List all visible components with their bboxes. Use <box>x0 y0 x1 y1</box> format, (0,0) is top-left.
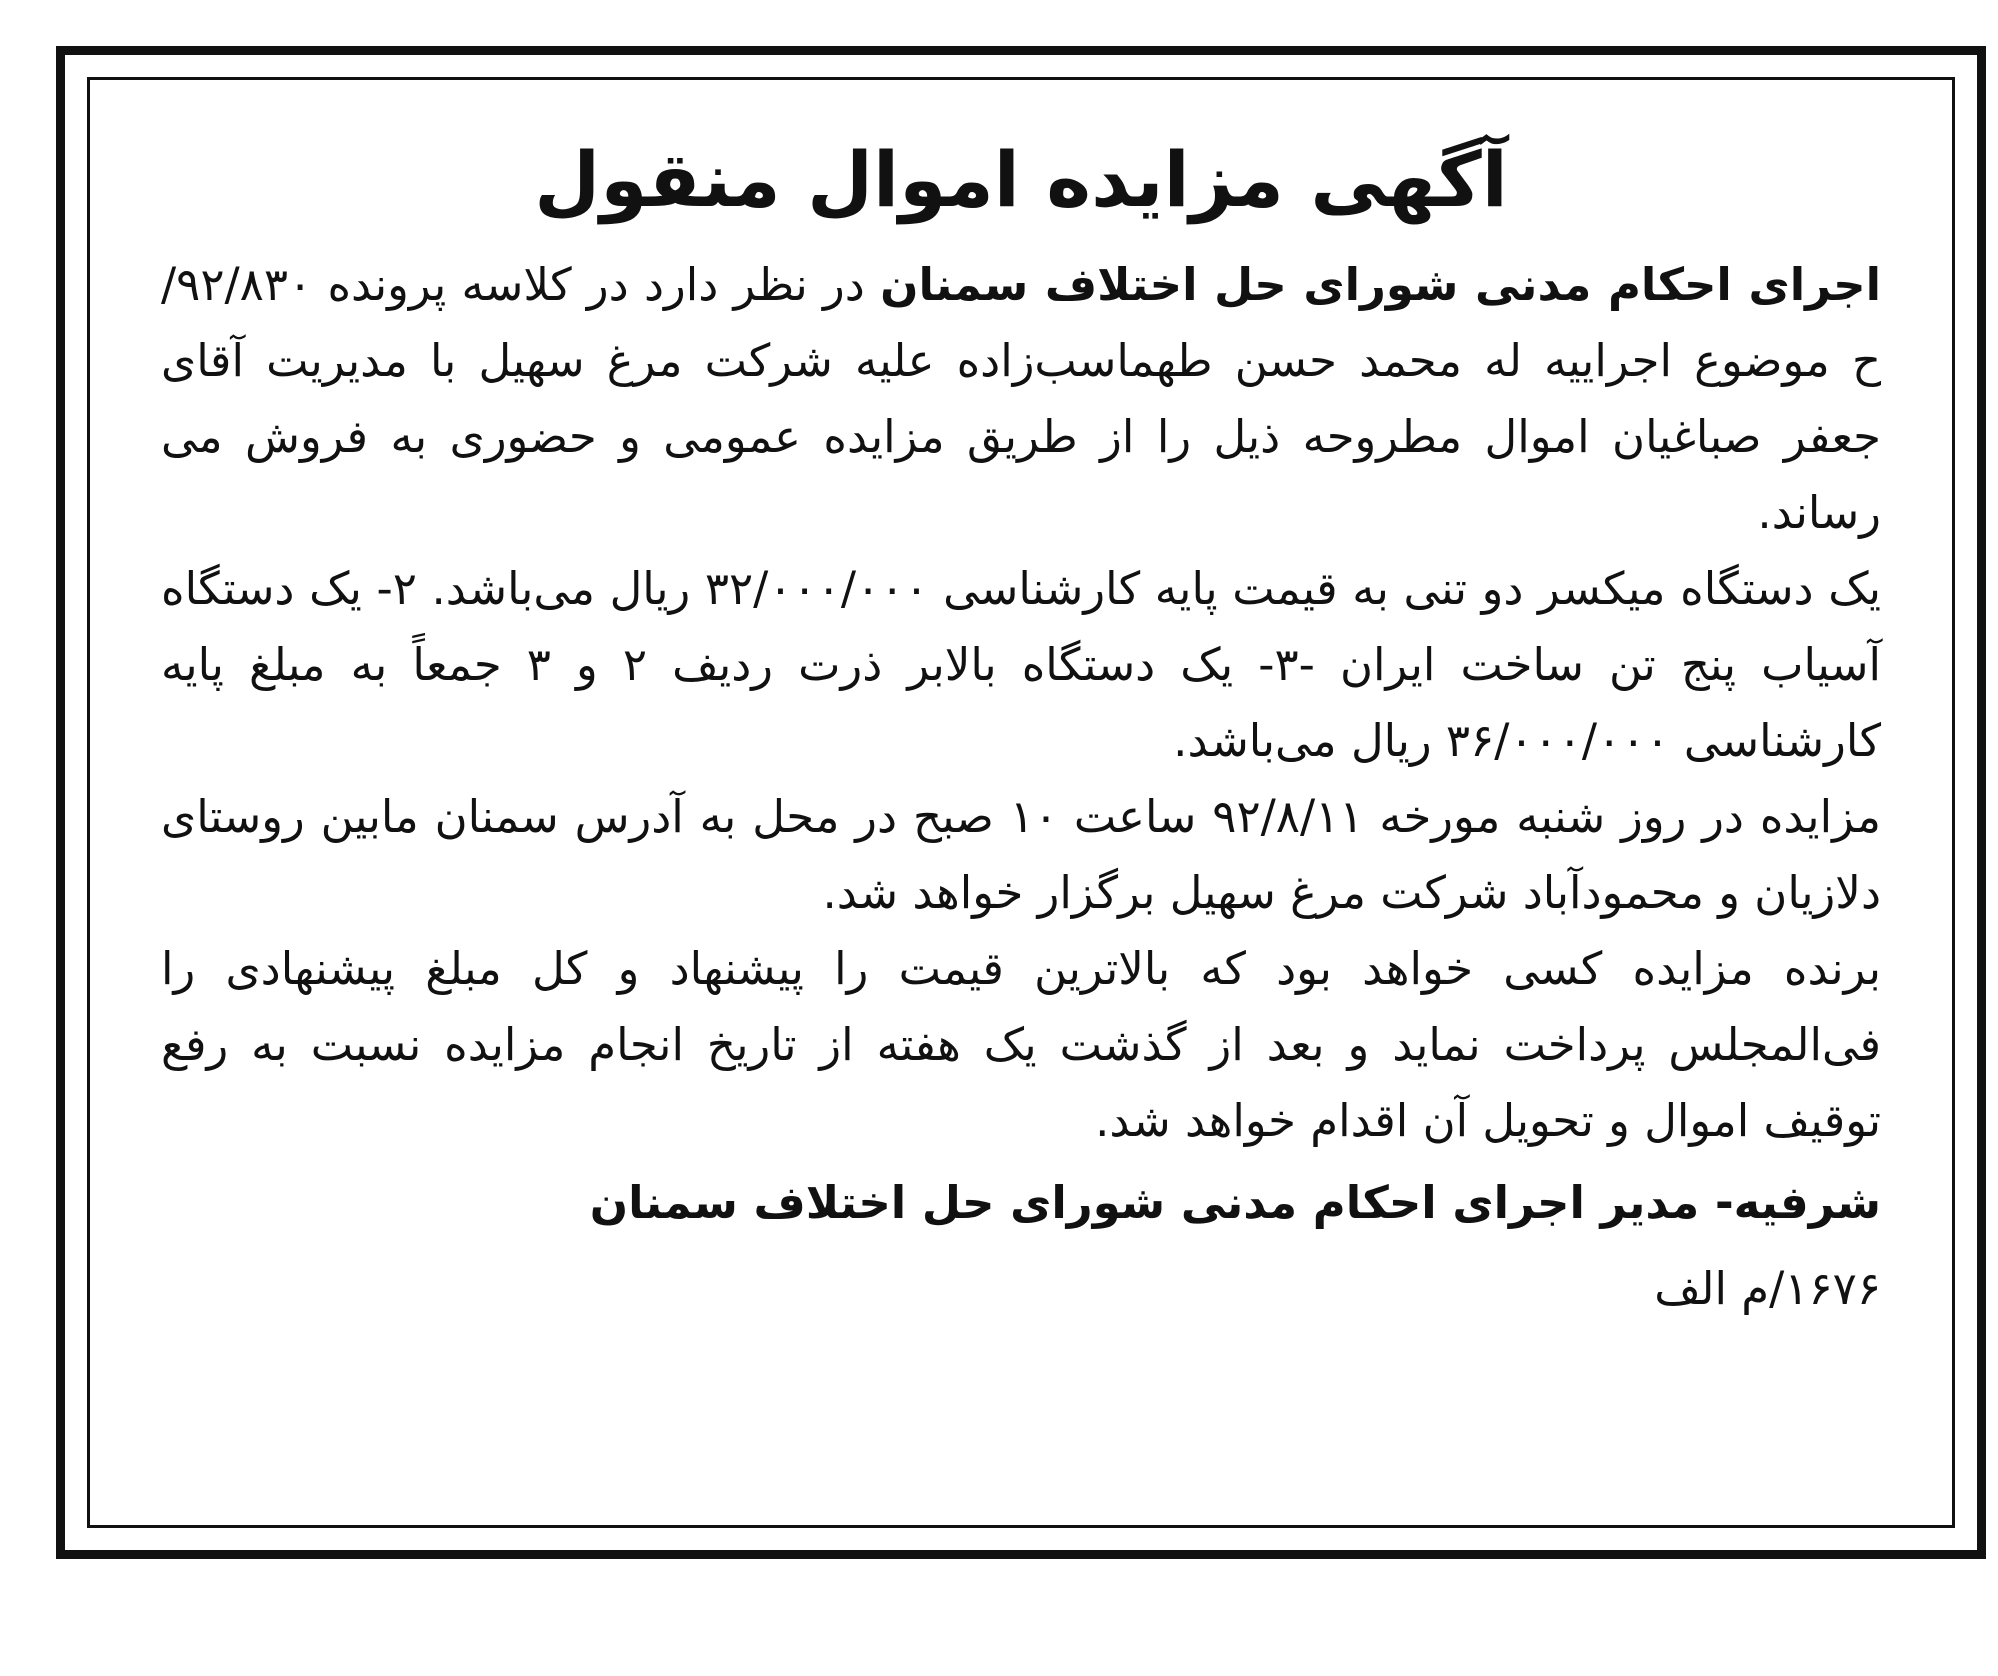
items-paragraph: یک دستگاه میکسر دو تنی به قیمت پایه کارشناسی ۳۲/۰۰۰/۰۰۰ ریال می‌باشد. ۲- یک دستگاه آسیاب پنج تن ساخت ایران -۳- یک دستگاه بالابر ذرت ردیف ۲ و ۳ جمعاً به مبلغ پایه کارشناسی ۳۶/۰۰۰/۰۰۰ ریال می‌باشد. <box>161 562 1882 767</box>
winner-terms-paragraph: برنده مزایده کسی خواهد بود که بالاترین قیمت را پیشنهاد و کل مبلغ پیشنهادی را فی‌المجلس پرداخت نماید و بعد از گذشت یک هفته از تاریخ انجام مزایده نسبت به رفع توقیف اموال و تحویل آن اقدام خواهد شد. <box>161 942 1881 1147</box>
reference-number: ۱۶۷۶/م الف <box>1654 1262 1881 1315</box>
intro-paragraph <box>161 247 1881 551</box>
intro-text: در نظر دارد در کلاسه پرونده ۹۲/۸۳۰/ح موضوع اجراییه له محمد حسن طهماسب‌زاده علیه شرکت مرغ سهیل با مدیریت آقای جعفر صباغیان اموال مطروحه ذیل را از طریق مزایده عمومی و حضوری به فروش می رساند. <box>161 258 1881 539</box>
signature-line: شرفیه- مدیر اجرای احکام مدنی شورای حل اختلاف سمنان <box>589 1176 1881 1229</box>
auction-notice <box>161 125 1881 1510</box>
auction-details-paragraph: مزایده در روز شنبه مورخه ۹۲/۸/۱۱ ساعت ۱۰ صبح در محل به آدرس سمنان مابین روستای دلازیان و محمودآباد شرکت مرغ سهیل برگزار خواهد شد. <box>161 790 1882 919</box>
notice-outer-border <box>56 46 1986 1559</box>
issuing-authority: اجرای احکام مدنی شورای حل اختلاف سمنان <box>880 258 1881 311</box>
notice-title: آگهی مزایده اموال منقول <box>534 135 1508 224</box>
